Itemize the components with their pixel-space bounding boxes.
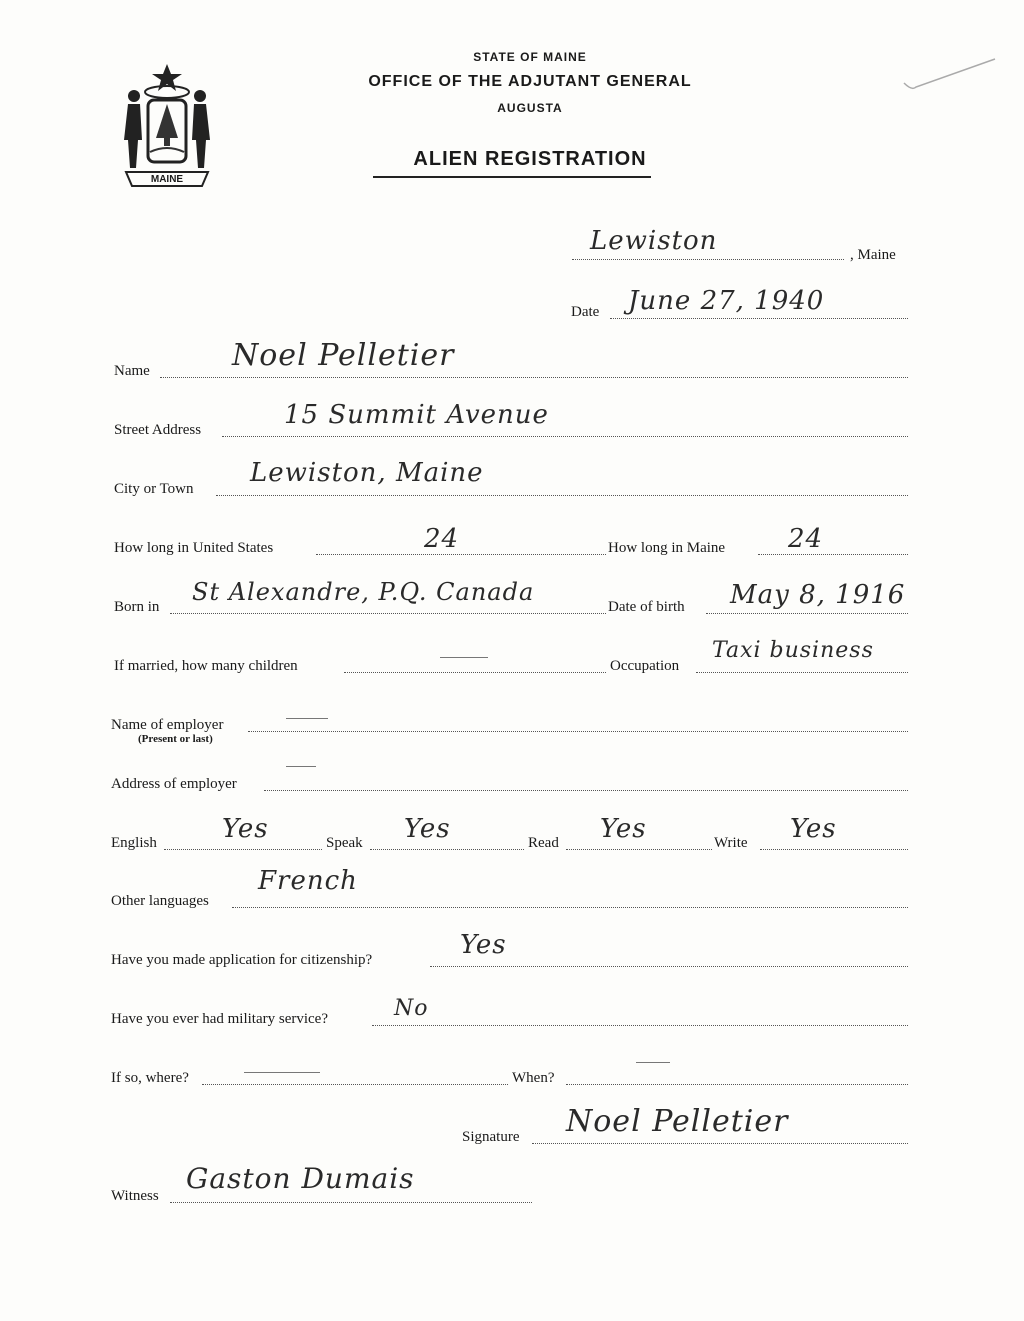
- speak-value: Yes: [404, 814, 451, 844]
- where-line: [202, 1084, 508, 1085]
- us-time-value: 24: [424, 524, 460, 554]
- when-line: [566, 1084, 908, 1085]
- name-line: [160, 377, 908, 378]
- read-label: Read: [528, 835, 559, 851]
- maine-time-line: [758, 554, 908, 555]
- born-label: Born in: [114, 599, 160, 615]
- dob-value: May 8, 1916: [730, 580, 906, 610]
- witness-value: Gaston Dumais: [186, 1162, 415, 1195]
- when-dash: [636, 1062, 670, 1063]
- dob-label: Date of birth: [608, 599, 685, 615]
- us-time-label: How long in United States: [114, 540, 274, 556]
- place-line: [572, 259, 844, 260]
- state-seal: [112, 60, 222, 190]
- children-dash: [440, 657, 488, 658]
- military-line: [372, 1025, 908, 1026]
- form-title: ALIEN REGISTRATION: [413, 148, 647, 170]
- city-value: Lewiston, Maine: [250, 458, 484, 488]
- street-value: 15 Summit Avenue: [284, 400, 549, 430]
- citizenship-label: Have you made application for citizenship?: [111, 952, 373, 968]
- born-value: St Alexandre, P.Q. Canada: [192, 578, 535, 606]
- maine-time-value: 24: [788, 524, 824, 554]
- write-label: Write: [714, 835, 748, 851]
- speak-line: [370, 849, 524, 850]
- read-line: [566, 849, 712, 850]
- employer-sublabel: (Present or last): [138, 733, 213, 745]
- signature-label: Signature: [462, 1129, 520, 1145]
- employer-address-dash: [286, 766, 316, 767]
- employer-address-label: Address of employer: [111, 776, 237, 792]
- employer-line: [248, 731, 908, 732]
- signature-line: [532, 1143, 908, 1144]
- date-value: June 27, 1940: [628, 286, 825, 316]
- write-value: Yes: [790, 814, 837, 844]
- other-languages-line: [232, 907, 908, 908]
- born-line: [170, 613, 606, 614]
- street-label: Street Address: [114, 422, 202, 438]
- city-label: City or Town: [114, 481, 194, 497]
- signature-value: Noel Pelletier: [566, 1104, 789, 1139]
- check-mark: [900, 55, 1000, 95]
- occupation-line: [696, 672, 908, 673]
- header-office: OFFICE OF THE ADJUTANT GENERAL: [368, 73, 692, 90]
- header-city: AUGUSTA: [497, 101, 563, 115]
- children-line: [344, 672, 606, 673]
- other-languages-value: French: [258, 866, 358, 896]
- english-value: Yes: [222, 814, 269, 844]
- when-label: When?: [512, 1070, 555, 1086]
- citizenship-line: [430, 966, 908, 967]
- dob-line: [706, 613, 908, 614]
- place-suffix: , Maine: [850, 247, 896, 263]
- name-label: Name: [114, 363, 150, 379]
- header-state: STATE OF MAINE: [473, 50, 587, 64]
- employer-label: Name of employer: [111, 717, 224, 733]
- occupation-label: Occupation: [610, 658, 680, 674]
- occupation-value: Taxi business: [712, 638, 874, 663]
- other-languages-label: Other languages: [111, 893, 209, 909]
- military-value: No: [394, 996, 429, 1021]
- witness-label: Witness: [111, 1188, 159, 1204]
- speak-label: Speak: [326, 835, 363, 851]
- military-label: Have you ever had military service?: [111, 1011, 328, 1027]
- seal-banner-text: MAINE: [150, 174, 184, 185]
- date-label: Date: [571, 304, 600, 320]
- witness-line: [170, 1202, 532, 1203]
- english-line: [164, 849, 322, 850]
- city-line: [216, 495, 908, 496]
- us-time-line: [316, 554, 606, 555]
- street-line: [222, 436, 908, 437]
- children-label: If married, how many children: [114, 658, 298, 674]
- write-line: [760, 849, 908, 850]
- where-label: If so, where?: [111, 1070, 189, 1086]
- english-label: English: [111, 835, 157, 851]
- title-underline: [373, 176, 651, 178]
- citizenship-value: Yes: [460, 930, 507, 960]
- employer-address-line: [264, 790, 908, 791]
- employer-dash: [286, 718, 328, 719]
- date-line: [610, 318, 908, 319]
- maine-time-label: How long in Maine: [608, 540, 726, 556]
- place-value: Lewiston: [590, 226, 718, 256]
- name-value: Noel Pelletier: [232, 338, 455, 373]
- read-value: Yes: [600, 814, 647, 844]
- where-dash: [244, 1072, 320, 1073]
